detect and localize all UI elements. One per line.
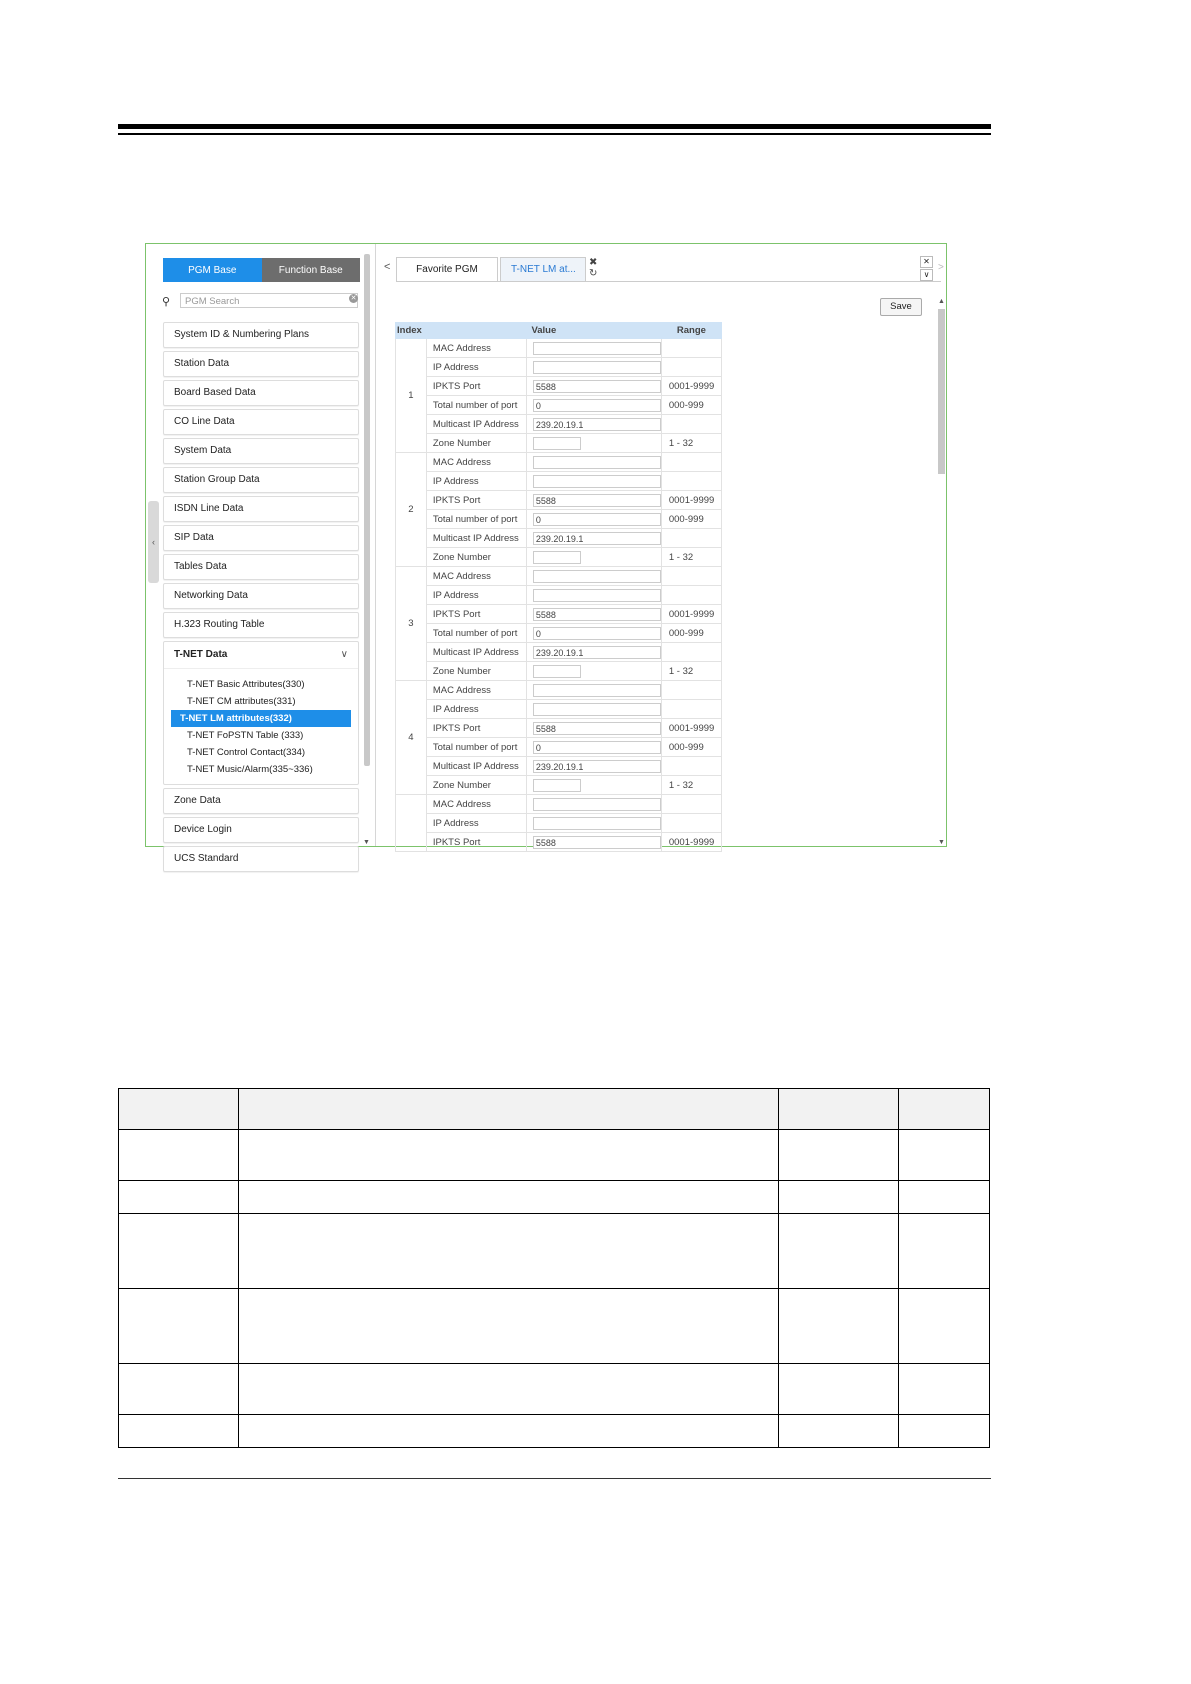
field-label: Multicast IP Address	[426, 757, 526, 776]
value-input[interactable]: 5588	[533, 380, 661, 393]
range-cell: 000-999	[661, 624, 721, 643]
menu-item[interactable]: SIP Data	[163, 525, 359, 551]
doc-table-cell	[899, 1415, 990, 1448]
value-input[interactable]	[533, 361, 661, 374]
range-cell: 0001-9999	[661, 491, 721, 510]
doc-table-cell	[238, 1130, 778, 1181]
submenu-item[interactable]: T-NET Control Contact(334)	[187, 747, 306, 758]
doc-table-cell	[238, 1289, 778, 1364]
value-cell	[526, 776, 661, 795]
table-row	[396, 567, 722, 586]
value-cell	[526, 510, 661, 529]
table-row	[396, 434, 722, 453]
table-row	[396, 396, 722, 415]
value-input[interactable]	[533, 684, 661, 697]
value-input[interactable]: 0	[533, 513, 661, 526]
range-cell	[661, 757, 721, 776]
menu-item[interactable]: UCS Standard	[163, 846, 359, 872]
value-input[interactable]: 0	[533, 399, 661, 412]
value-input[interactable]: 5588	[533, 608, 661, 621]
field-label: IP Address	[426, 472, 526, 491]
clear-search-icon[interactable]: ✕	[350, 295, 357, 302]
left-scrollbar-thumb[interactable]	[364, 254, 370, 766]
doc-table-cell	[899, 1364, 990, 1415]
field-label: IPKTS Port	[426, 491, 526, 510]
table-row	[396, 795, 722, 814]
value-cell	[526, 814, 661, 833]
value-input[interactable]: 0	[533, 741, 661, 754]
value-input[interactable]	[533, 342, 661, 355]
doc-table-cell	[779, 1181, 899, 1214]
menu-item[interactable]: System ID & Numbering Plans	[163, 322, 359, 348]
table-row	[396, 643, 722, 662]
menu-item[interactable]: CO Line Data	[163, 409, 359, 435]
field-label: IP Address	[426, 358, 526, 377]
value-input[interactable]	[533, 703, 661, 716]
chevron-down-icon[interactable]: ∨	[920, 269, 933, 281]
doc-table-row	[119, 1364, 990, 1415]
field-label: IP Address	[426, 700, 526, 719]
index-cell: 3	[396, 567, 427, 681]
header-value: Value	[426, 323, 661, 339]
range-cell: 1 - 32	[661, 548, 721, 567]
range-cell	[661, 567, 721, 586]
field-label: Zone Number	[426, 434, 526, 453]
table-row	[396, 491, 722, 510]
range-cell	[661, 814, 721, 833]
value-cell	[526, 700, 661, 719]
range-cell: 1 - 32	[661, 434, 721, 453]
submenu-item[interactable]: T-NET Music/Alarm(335~336)	[187, 764, 313, 775]
doc-table-cell	[779, 1289, 899, 1364]
doc-table-cell	[899, 1130, 990, 1181]
tab-underline	[396, 281, 941, 282]
value-cell	[526, 339, 661, 358]
value-cell	[526, 643, 661, 662]
tab-close-icon[interactable]: ✖ ↻	[589, 257, 598, 279]
value-input[interactable]: 5588	[533, 836, 661, 849]
field-label: IPKTS Port	[426, 833, 526, 852]
field-label: Multicast IP Address	[426, 415, 526, 434]
search-input[interactable]: PGM Search	[180, 293, 358, 308]
left-scrollbar[interactable]	[363, 252, 371, 846]
table-row	[396, 472, 722, 491]
value-input[interactable]	[533, 817, 661, 830]
index-cell: 1	[396, 339, 427, 453]
table-row	[396, 776, 722, 795]
doc-table-cell	[238, 1214, 778, 1289]
menu-item[interactable]: Networking Data	[163, 583, 359, 609]
doc-table-row	[119, 1289, 990, 1364]
lm-attributes-table	[395, 322, 722, 852]
range-cell: 0001-9999	[661, 377, 721, 396]
range-cell: 000-999	[661, 510, 721, 529]
value-cell	[526, 586, 661, 605]
range-cell	[661, 339, 721, 358]
value-cell	[526, 681, 661, 700]
menu-item[interactable]: Board Based Data	[163, 380, 359, 406]
menu-item[interactable]: Tables Data	[163, 554, 359, 580]
doc-table-row	[119, 1130, 990, 1181]
range-cell: 000-999	[661, 396, 721, 415]
value-cell	[526, 377, 661, 396]
table-row	[396, 415, 722, 434]
chevron-down-icon[interactable]: ∨	[340, 649, 348, 660]
table-row	[396, 662, 722, 681]
tab-scroll-left-icon[interactable]: <	[384, 261, 391, 273]
value-input[interactable]	[533, 475, 661, 488]
range-cell	[661, 643, 721, 662]
value-input[interactable]	[533, 798, 661, 811]
doc-table-row	[119, 1181, 990, 1214]
value-cell	[526, 605, 661, 624]
menu-group-header[interactable]	[164, 642, 358, 669]
submenu-item[interactable]: T-NET LM attributes(332)	[171, 710, 351, 727]
field-label: Zone Number	[426, 548, 526, 567]
scroll-down-icon[interactable]: ▼	[938, 839, 945, 846]
value-cell	[526, 434, 661, 453]
doc-table-cell	[779, 1214, 899, 1289]
field-label: Total number of port	[426, 738, 526, 757]
doc-table-cell	[779, 1130, 899, 1181]
range-cell	[661, 700, 721, 719]
field-label: IPKTS Port	[426, 605, 526, 624]
submenu-item[interactable]: T-NET FoPSTN Table (333)	[187, 730, 304, 741]
doc-table-cell	[238, 1181, 778, 1214]
scroll-down-icon[interactable]: ▼	[363, 839, 370, 846]
table-row	[396, 757, 722, 776]
doc-table-cell	[779, 1364, 899, 1415]
index-cell	[396, 795, 427, 852]
range-cell	[661, 681, 721, 700]
close-all-icon[interactable]: ✕	[920, 256, 933, 268]
field-label: IP Address	[426, 814, 526, 833]
table-row	[396, 377, 722, 396]
menu-item[interactable]: Station Group Data	[163, 467, 359, 493]
field-label: MAC Address	[426, 453, 526, 472]
header-index: Index	[396, 323, 427, 339]
submenu-item[interactable]: T-NET CM attributes(331)	[187, 696, 296, 707]
doc-table-cell	[119, 1364, 239, 1415]
value-cell	[526, 415, 661, 434]
search-icon: ⚲	[162, 296, 171, 308]
range-cell: 0001-9999	[661, 605, 721, 624]
document-table	[118, 1088, 990, 1448]
window-buttons	[920, 256, 933, 282]
footer-rule	[118, 1478, 991, 1479]
value-input[interactable]	[533, 589, 661, 602]
scroll-up-icon[interactable]: ▲	[938, 298, 945, 305]
range-cell: 0001-9999	[661, 719, 721, 738]
value-input[interactable]	[533, 456, 661, 469]
doc-table-cell	[899, 1214, 990, 1289]
menu-item[interactable]: System Data	[163, 438, 359, 464]
range-cell	[661, 453, 721, 472]
table-row	[396, 814, 722, 833]
menu-item[interactable]: Device Login	[163, 817, 359, 843]
field-label: Total number of port	[426, 624, 526, 643]
value-cell	[526, 358, 661, 377]
value-input[interactable]	[533, 665, 581, 678]
range-cell	[661, 795, 721, 814]
submenu-item[interactable]: T-NET Basic Attributes(330)	[187, 679, 305, 690]
range-cell	[661, 529, 721, 548]
value-input[interactable]	[533, 779, 581, 792]
table-row	[396, 605, 722, 624]
field-label: Zone Number	[426, 662, 526, 681]
range-cell	[661, 358, 721, 377]
field-label: MAC Address	[426, 567, 526, 586]
table-row	[396, 510, 722, 529]
doc-header-cell	[119, 1089, 239, 1130]
pgm-menu	[163, 322, 359, 875]
field-label: IPKTS Port	[426, 719, 526, 738]
value-cell	[526, 548, 661, 567]
pgm-search	[162, 293, 360, 311]
doc-table-row	[119, 1415, 990, 1448]
field-label: IPKTS Port	[426, 377, 526, 396]
value-cell	[526, 719, 661, 738]
right-scrollbar[interactable]	[937, 298, 946, 846]
value-input[interactable]: 239.20.19.1	[533, 646, 661, 659]
header-range: Range	[661, 323, 721, 339]
value-cell	[526, 529, 661, 548]
field-label: MAC Address	[426, 795, 526, 814]
base-toggle	[163, 258, 360, 282]
value-input[interactable]: 239.20.19.1	[533, 760, 661, 773]
field-label: Multicast IP Address	[426, 643, 526, 662]
header-rule	[118, 124, 991, 129]
table-row	[396, 700, 722, 719]
left-panel	[146, 244, 375, 864]
value-input[interactable]	[533, 570, 661, 583]
table-row	[396, 529, 722, 548]
value-cell	[526, 453, 661, 472]
range-cell: 000-999	[661, 738, 721, 757]
value-cell	[526, 757, 661, 776]
doc-table-row	[119, 1214, 990, 1289]
tab-tnet-lm-attributes[interactable]: T-NET LM at...	[500, 257, 586, 281]
menu-item[interactable]: ISDN Line Data	[163, 496, 359, 522]
field-label: Total number of port	[426, 396, 526, 415]
doc-table-cell	[238, 1415, 778, 1448]
field-label: MAC Address	[426, 339, 526, 358]
table-row	[396, 833, 722, 852]
index-cell: 2	[396, 453, 427, 567]
value-input[interactable]: 5588	[533, 722, 661, 735]
function-base-button[interactable]: Function Base	[262, 258, 361, 282]
index-cell: 4	[396, 681, 427, 795]
table-row	[396, 358, 722, 377]
value-input[interactable]: 239.20.19.1	[533, 532, 661, 545]
table-row	[396, 719, 722, 738]
doc-table-cell	[899, 1289, 990, 1364]
value-input[interactable]: 5588	[533, 494, 661, 507]
value-cell	[526, 662, 661, 681]
value-cell	[526, 795, 661, 814]
value-cell	[526, 833, 661, 852]
menu-item[interactable]: H.323 Routing Table	[163, 612, 359, 638]
value-cell	[526, 567, 661, 586]
menu-item[interactable]: Zone Data	[163, 788, 359, 814]
field-label: IP Address	[426, 586, 526, 605]
range-cell	[661, 586, 721, 605]
app-screenshot	[145, 243, 947, 864]
range-cell: 0001-9999	[661, 833, 721, 852]
range-cell: 1 - 32	[661, 776, 721, 795]
value-cell	[526, 738, 661, 757]
value-cell	[526, 472, 661, 491]
value-input[interactable]: 239.20.19.1	[533, 418, 661, 431]
value-cell	[526, 396, 661, 415]
doc-table-cell	[119, 1415, 239, 1448]
menu-item[interactable]: Station Data	[163, 351, 359, 377]
right-panel	[377, 244, 946, 846]
doc-table-cell	[119, 1214, 239, 1289]
doc-table-cell	[899, 1181, 990, 1214]
panel-divider	[375, 244, 376, 846]
doc-table-cell	[119, 1130, 239, 1181]
value-cell	[526, 624, 661, 643]
value-input[interactable]	[533, 437, 581, 450]
field-label: Total number of port	[426, 510, 526, 529]
range-cell: 1 - 32	[661, 662, 721, 681]
header-rule-thin	[118, 133, 991, 135]
value-cell	[526, 491, 661, 510]
pgm-base-button[interactable]: PGM Base	[163, 258, 262, 282]
table-row	[396, 586, 722, 605]
doc-table-cell	[779, 1415, 899, 1448]
field-label: Zone Number	[426, 776, 526, 795]
collapse-panel-icon[interactable]: ‹	[148, 501, 159, 583]
field-label: Multicast IP Address	[426, 529, 526, 548]
value-input[interactable]	[533, 551, 581, 564]
save-button[interactable]: Save	[880, 298, 922, 316]
table-row	[396, 339, 722, 358]
tab-favorite-pgm[interactable]: Favorite PGM	[396, 257, 498, 282]
range-cell	[661, 415, 721, 434]
range-cell	[661, 472, 721, 491]
right-scrollbar-thumb[interactable]	[938, 309, 945, 474]
value-input[interactable]: 0	[533, 627, 661, 640]
table-row	[396, 624, 722, 643]
doc-header-cell	[238, 1089, 778, 1130]
doc-header-cell	[779, 1089, 899, 1130]
menu-group-label: T-NET Data	[174, 649, 228, 660]
table-row	[396, 453, 722, 472]
doc-header-cell	[899, 1089, 990, 1130]
table-row	[396, 738, 722, 757]
menu-group-tnet	[163, 641, 359, 785]
doc-table-cell	[238, 1364, 778, 1415]
table-row	[396, 681, 722, 700]
submenu	[164, 669, 358, 778]
doc-table-cell	[119, 1181, 239, 1214]
doc-table-cell	[119, 1289, 239, 1364]
tab-scroll-right-icon[interactable]: >	[938, 262, 944, 273]
field-label: MAC Address	[426, 681, 526, 700]
table-row	[396, 548, 722, 567]
